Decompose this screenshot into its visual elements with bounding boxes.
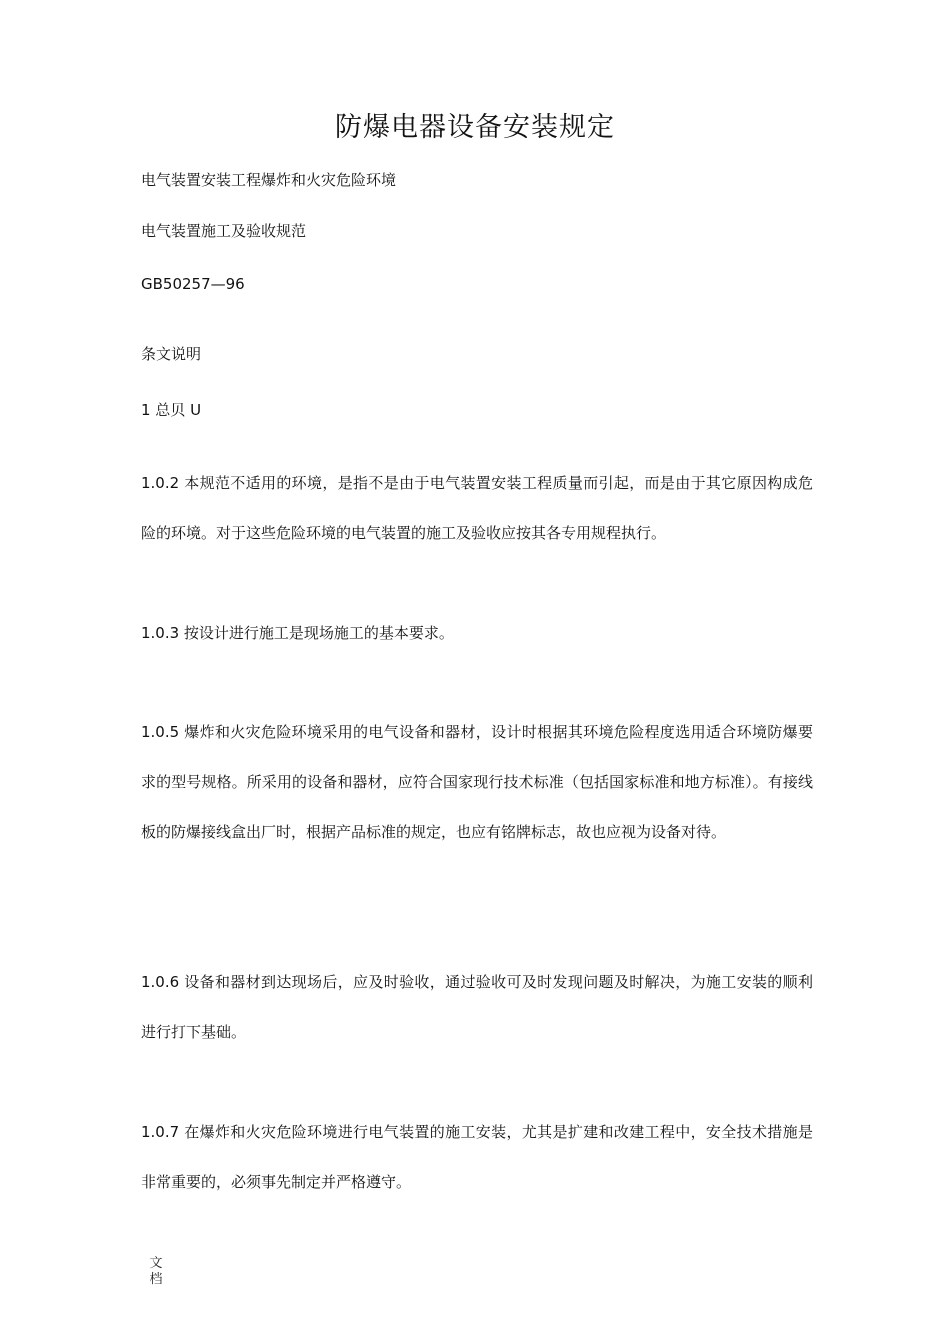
paragraph-1-0-3: 1.0.3 按设计进行施工是现场施工的基本要求。 [141, 624, 454, 642]
paragraph-1-0-5: 1.0.5 爆炸和火灾危险环境采用的电气设备和器材，设计时根据其环境危险程度选用适合环境防爆要求的型号规格。所采用的设备和器材，应符合国家现行技术标准（包括国家标准和地方标准）。有接线板的防爆接线盒出厂时，根据产品标准的规定，也应有铭牌标志，故也应视为设备对待。 [141, 723, 813, 841]
document-title: 防爆电器设备安装规定 [335, 112, 615, 143]
section-label: 条文说明 [141, 345, 202, 363]
subtitle-environment: 电气装置安装工程爆炸和火灾危险环境 [141, 171, 397, 189]
subtitle-specification: 电气装置施工及验收规范 [141, 222, 307, 240]
paragraph-1-0-7: 1.0.7 在爆炸和火灾危险环境进行电气装置的施工安装，尤其是扩建和改建工程中，安全技术措施是非常重要的，必须事先制定并严格遵守。 [141, 1123, 813, 1191]
chapter-heading: 1 总贝 U [141, 401, 202, 419]
standard-code: GB50257—96 [141, 275, 245, 293]
paragraph-1-0-2: 1.0.2 本规范不适用的环境，是指不是由于电气装置安装工程质量而引起，而是由于其它原因构成危险的环境。对于这些危险环境的电气装置的施工及验收应按其各专用规程执行。 [141, 474, 813, 542]
paragraph-1-0-6: 1.0.6 设备和器材到达现场后，应及时验收，通过验收可及时发现问题及时解决，为施工安装的顺利进行打下基础。 [141, 973, 813, 1041]
footer-document-mark: 文档 [149, 1256, 163, 1287]
